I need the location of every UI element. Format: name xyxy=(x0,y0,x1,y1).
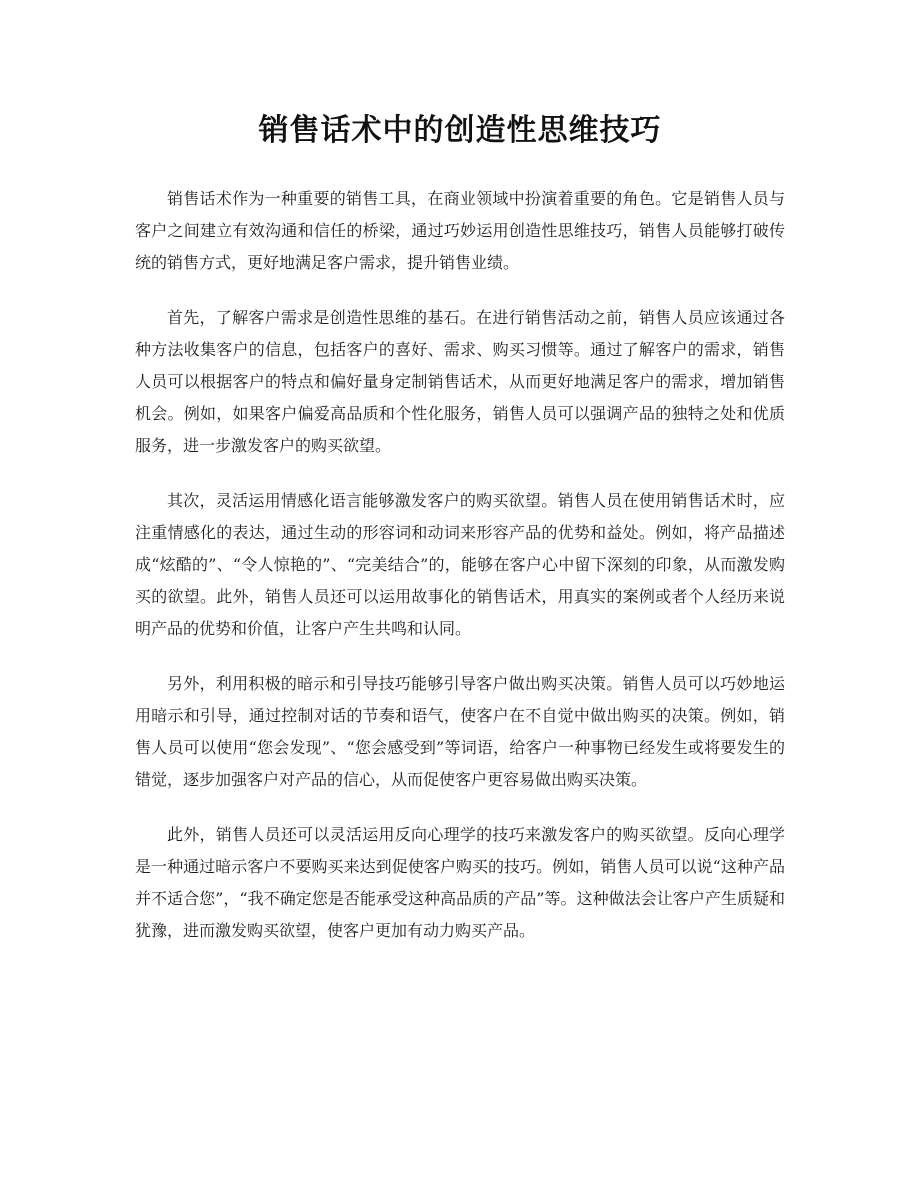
paragraph-suggestion-guidance: 另外，利用积极的暗示和引导技巧能够引导客户做出购买决策。销售人员可以巧妙地运用暗示和引导，通过控制对话的节奏和语气，使客户在不自觉中做出购买的决策。例如，销售人员可以使用“您会发现”、“您会感受到”等词语，给客户一种事物已经发生或将要发生的错觉，逐步加强客户对产品的信心，从而促使客户更容易做出购买决策。 xyxy=(135,674,785,789)
paragraph-customer-needs: 首先，了解客户需求是创造性思维的基石。在进行销售活动之前，销售人员应该通过各种方法收集客户的信息，包括客户的喜好、需求、购买习惯等。通过了解客户的需求，销售人员可以根据客户的特点和偏好量身定制销售话术，从而更好地满足客户的需求，增加销售机会。例如，如果客户偏爱高品质和个性化服务，销售人员可以强调产品的独特之处和优质服务，进一步激发客户的购买欲望。 xyxy=(135,308,785,455)
document-title: 销售话术中的创造性思维技巧 xyxy=(258,113,662,148)
document-body xyxy=(135,183,785,970)
paragraph-emotional-language: 其次，灵活运用情感化语言能够激发客户的购买欲望。销售人员在使用销售话术时，应注重情感化的表达，通过生动的形容词和动词来形容产品的优势和益处。例如，将产品描述成“炫酷的”、“令人惊艳的”、“完美结合”的，能够在客户心中留下深刻的印象，从而激发购买的欲望。此外，销售人员还可以运用故事化的销售话术，用真实的案例或者个人经历来说明产品的优势和价值，让客户产生共鸣和认同。 xyxy=(135,491,785,638)
paragraph-reverse-psychology: 此外，销售人员还可以灵活运用反向心理学的技巧来激发客户的购买欲望。反向心理学是一种通过暗示客户不要购买来达到促使客户购买的技巧。例如，销售人员可以说“这种产品并不适合您”，“我不确定您是否能承受这种高品质的产品”等。这种做法会让客户产生质疑和犹豫，进而激发购买欲望，使客户更加有动力购买产品。 xyxy=(135,825,785,940)
paragraph-intro: 销售话术作为一种重要的销售工具，在商业领域中扮演着重要的角色。它是销售人员与客户之间建立有效沟通和信任的桥梁，通过巧妙运用创造性思维技巧，销售人员能够打破传统的销售方式，更好地满足客户需求，提升销售业绩。 xyxy=(135,189,785,272)
